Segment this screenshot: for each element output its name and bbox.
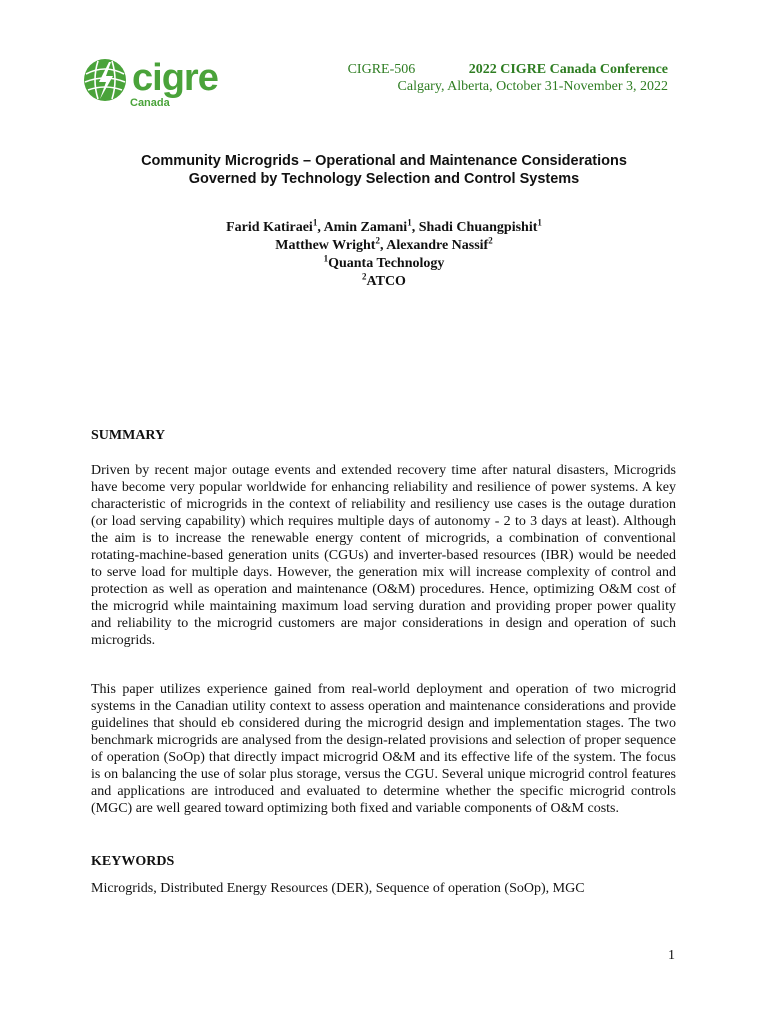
keywords-text: Microgrids, Distributed Energy Resources (DER), Sequence of operation (SoOp), MGC xyxy=(91,881,585,896)
affiliation-number: 2 xyxy=(362,271,367,282)
conference-location: Calgary, Alberta, October 31-November 3, 2022 xyxy=(397,79,668,94)
author-name: Farid Katiraei xyxy=(226,220,313,235)
globe-bolt-icon xyxy=(82,56,128,104)
author-name: Alexandre Nassif xyxy=(386,238,489,253)
page-number: 1 xyxy=(668,948,675,963)
author-block xyxy=(90,219,678,291)
title-line-2: Governed by Technology Selection and Control Systems xyxy=(188,171,580,187)
cigre-canada-logo xyxy=(82,56,218,114)
author-name: Matthew Wright xyxy=(275,238,376,253)
paper-title xyxy=(90,152,678,188)
summary-paragraph-2: This paper utilizes experience gained from real-world deployment and operation of two microgrid systems in the Canadian utility context to assess operation and maintenance considerations and provide guidelines that should eb considered during the microgrid design and implementation stages. The two benchmark microgrids are analysed from the design-related provisions and selection of proper sequence of operation (SoOp) that directly impact microgrid O&M and its effective life of the system. The focus is on balancing the use of solar plus storage, versus the CGU. Several unique microgrid control features and applications are introduced and evaluated to determine whether the specific microgrid controls (MGC) are well geared toward optimizing both fixed and variable components of O&M costs. xyxy=(91,682,676,816)
author-affiliation-mark: 1 xyxy=(312,217,318,228)
affiliation-number: 1 xyxy=(323,253,329,264)
title-line-1: Community Microgrids – Operational and Maintenance Considerations xyxy=(141,153,627,169)
author-name: Shadi Chuangpishit xyxy=(418,220,538,235)
author-affiliation-mark: 2 xyxy=(375,235,380,246)
logo-subtitle: Canada xyxy=(130,97,170,109)
summary-paragraph-1: Driven by recent major outage events and extended recovery time after natural disasters, Microgrids have become very popular worldwide for enhancing reliability and resilience of power systems. A key characteristic of microgrids in the context of reliability and resiliency use cases is the outage duration (or load serving capability) which requires multiple days of autonomy - 2 to 3 days at least). Although the aim is to increase the renewable energy content of microgrids, a combination of conventional rotating-machine-based generation units (CGUs) and inverter-based resources (IBR) would be needed to serve load for multiple days. However, the generation mix will increase complexity of control and protection as well as operation and maintenance (O&M) procedures. Hence, optimizing O&M cost of the microgrid while maintaining maximum load serving duration and providing proper power quality and reliability to the microgrid customers are major considerations in design and operation of such microgrids. xyxy=(91,463,676,648)
paper-code: CIGRE-506 xyxy=(347,62,416,77)
author-line-2: Matthew Wright$^2$, Alexandre Nassif$^2$ xyxy=(275,235,493,253)
logo-wordmark: cigre xyxy=(132,57,218,99)
author-affiliation-mark: 1 xyxy=(537,217,542,228)
author-affiliation-mark: 1 xyxy=(407,217,412,228)
author-name: Amin Zamani xyxy=(323,220,408,235)
affiliation-name: ATCO xyxy=(366,274,406,289)
affiliation xyxy=(90,273,678,291)
summary-heading: SUMMARY xyxy=(91,428,166,443)
conference-name: 2022 CIGRE Canada Conference xyxy=(468,62,668,77)
keywords-heading: KEYWORDS xyxy=(91,854,175,869)
author-affiliation-mark: 2 xyxy=(488,235,493,246)
conference-header xyxy=(348,61,668,95)
affiliation-name: Quanta Technology xyxy=(328,256,445,271)
author-line-1: Farid Katiraei$^1$, Amin Zamani$^1$, Shadi Chuangpishit$^1$ xyxy=(226,217,542,235)
affiliation xyxy=(90,255,678,273)
